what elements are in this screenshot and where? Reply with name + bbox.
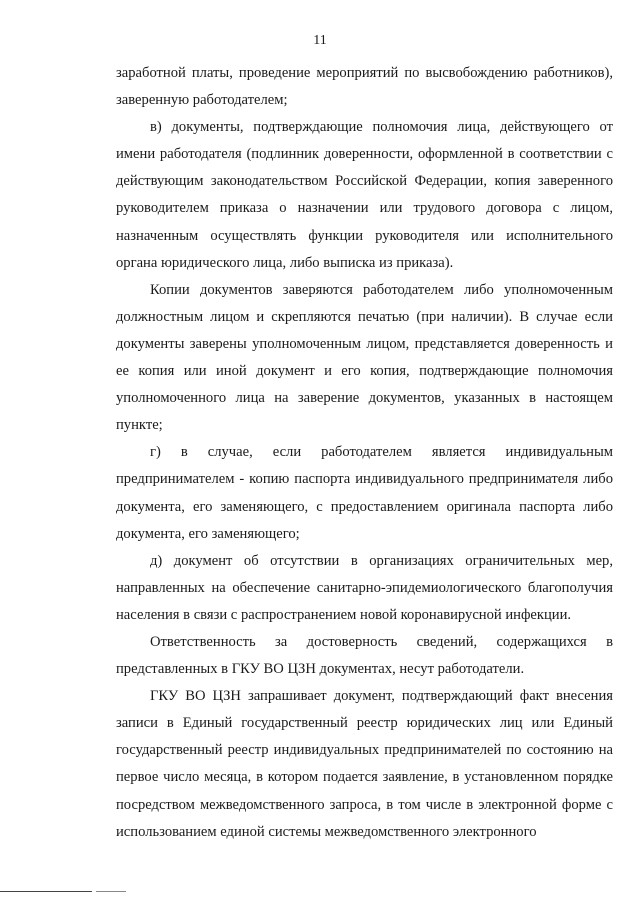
- paragraph-item-g: г) в случае, если работодателем является индивидуальным предпринимателем - копию паспорта индивидуального предпринимателя либо документа, его заменяющего, с предоставлением оригинала паспорта либо документа, его заменяющего;: [116, 444, 613, 542]
- paragraph-item-d: д) документ об отсутствии в организациях ограничительных мер, направленных на обеспечение санитарно-эпидемиологического благополучия населения в связи с распространением новой коронавирусной инфекции.: [116, 552, 613, 623]
- page-number: 11: [313, 33, 327, 48]
- paragraph-interagency-request: ГКУ ВО ЦЗН запрашивает документ, подтверждающий факт внесения записи в Единый государственный реестр юридических лиц или Единый государственный реестр индивидуальных предпринимателей по состоянию на первое число месяца, в котором подается заявление, в установленном порядке посредством межведомственного запроса, в том числе в электронной форме с использованием единой системы межведомственного электронного: [116, 688, 613, 840]
- paragraph-copies-certification: Копии документов заверяются работодателем либо уполномоченным должностным лицом и скрепляются печатью (при наличии). В случае если документы заверены уполномоченным лицом, представляется доверенность и ее копия или иной документ и его копия, подтверждающие полномочия уполномоченного лица на заверение документов, указанных в настоящем пункте;: [116, 281, 613, 434]
- paragraph-responsibility: Ответственность за достоверность сведений, содержащихся в представленных в ГКУ ВО ЦЗН документах, несут работодатели.: [116, 633, 613, 678]
- footer-rule: [0, 891, 92, 892]
- footer-rule-short: [96, 891, 126, 892]
- document-body: [116, 60, 613, 846]
- paragraph-continuation: заработной платы, проведение мероприятий по высвобождению работников), заверенную работодателем;: [116, 65, 613, 109]
- paragraph-item-v: в) документы, подтверждающие полномочия лица, действующего от имени работодателя (подлинник доверенности, оформленной в соответствии с действующим законодательством Российской Федерации, копия заверенного руководителем приказа о назначении или трудового договора с лицом, назначенным осуществлять функции руководителя или исполнительного органа юридического лица, либо выписка из приказа).: [116, 119, 613, 271]
